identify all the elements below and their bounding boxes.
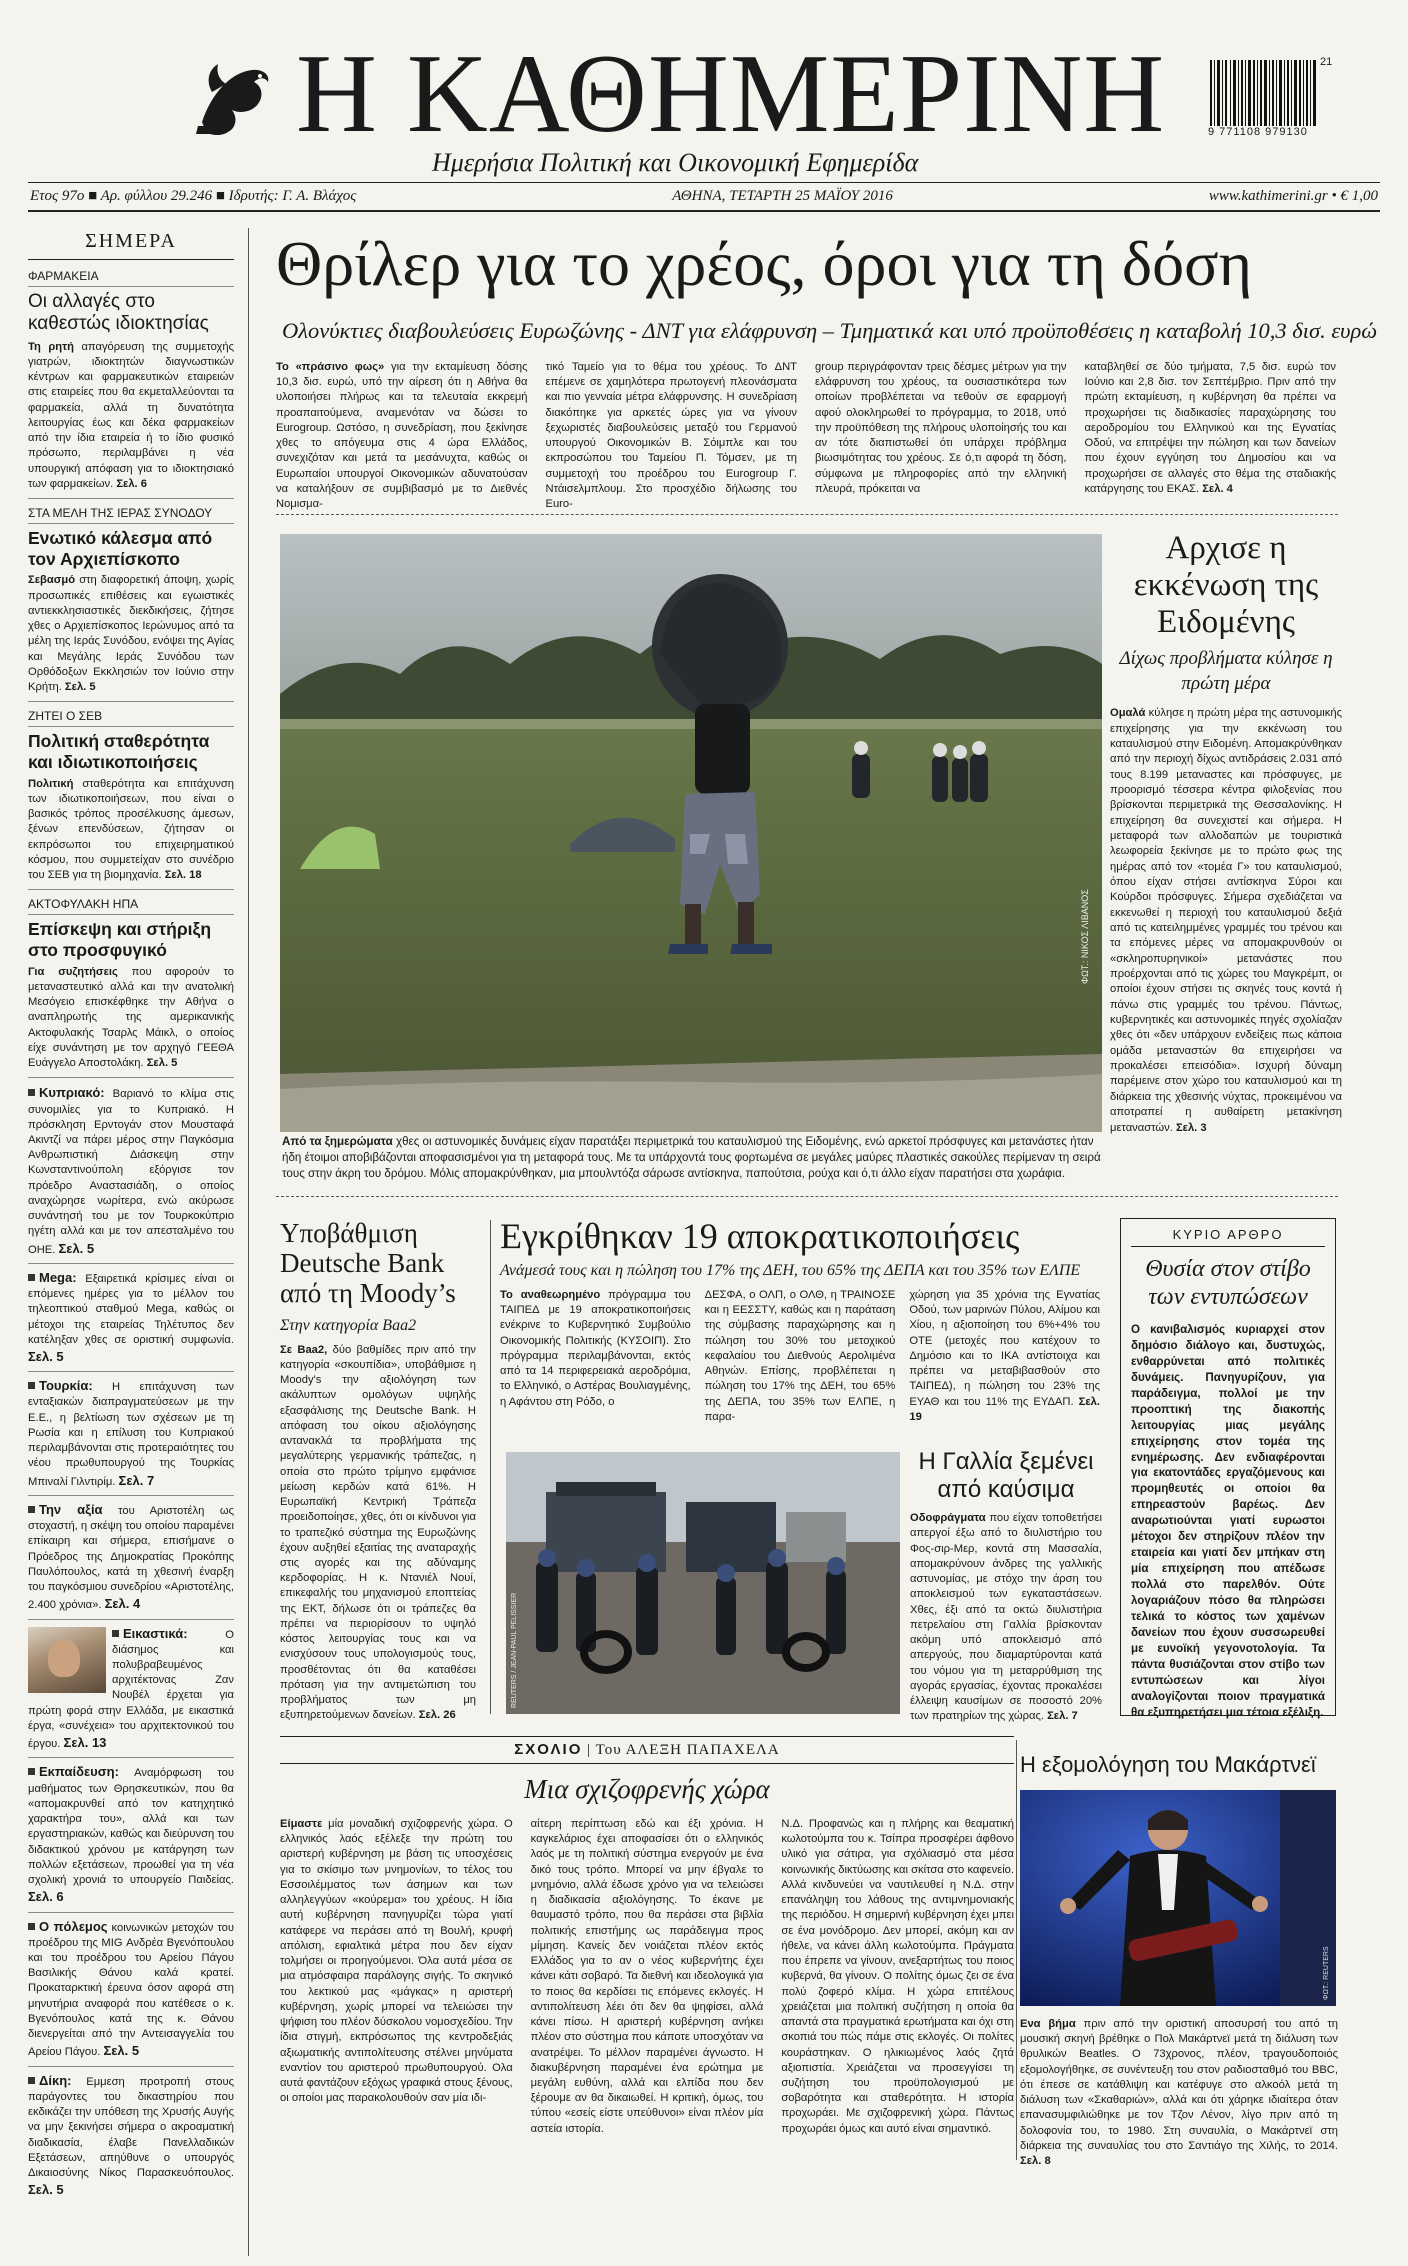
editorial-box[interactable] <box>1120 1218 1336 1720</box>
photo-credit: ΦΩΤ.: ΝΙΚΟΣ ΛΙΒΑΝΟΣ <box>1080 889 1090 984</box>
caption-text: χθες οι αστυνομικές δυνάμεις είχαν παρατάξει περιμετρικά του καταυλισμού της Ειδομένης, ενώ αρκετοί πρόσφυγες και μετανάστες ήταν ήδη έτοιμοι αποβιβάζονται αποφασισμένοι για τη μεταφορά τους. Με τα υπάρχοντά τους φορτωμένα σε μεγάλες μαύρες πλαστικές σακούλες περίμεναν τη σειρά τους στην άκρη του δρόμου. Μόλις απομακρύνθηκαν, μια μπουλντόζα σάρωσε αντίσκηνα, παπούτσια, ρούχα και ό,τι άλλο είχαν παρατήσει στα χωράφια. <box>282 1135 1101 1180</box>
bullet-lead: Τουρκία: <box>39 1378 93 1394</box>
comment-section[interactable] <box>280 1736 1014 2237</box>
bullet-square-icon <box>112 1630 119 1637</box>
brief-text: που αφορούν το μεταναστευτικό αλλά και την ανατολική Μεσόγειο επισκέφθηκε την Αθήνα ο αναπληρωτής της αμερικανικής Ακτοφυλακής Τσαρλς Μάικλ, ο οποίος είχε συνάντηση με τον αρχηγό ΓΕΕΘΑ Ευάγγελο Αποστολάκη. <box>28 965 235 1070</box>
db-deck: Στην κατηγορία Baa2 <box>280 1316 417 1334</box>
bullet-arts[interactable] <box>28 1625 234 1759</box>
issue-info: Ετος 97ο ■ Αρ. φύλλου 29.246 ■ Ιδρυτής: Γ. Α. Βλάχος <box>30 188 357 204</box>
comment-label: ΣΧΟΛΙΟ <box>514 1741 583 1758</box>
brief-lead: Πολιτική <box>28 777 74 790</box>
page-ref: Σελ. 26 <box>418 1709 456 1722</box>
brief-headline: Πολιτική σταθερότητα και ιδιωτικοποιήσεις <box>28 731 210 772</box>
section-divider <box>276 514 1338 515</box>
priv-column <box>909 1288 1100 1474</box>
page-ref: Σελ. 5 <box>103 2043 140 2059</box>
france-headline: Η Γαλλία ξεμένει από καύσιμα <box>918 1448 1094 1503</box>
bullet-lead: Ο πόλεμος <box>39 1918 108 1934</box>
newspaper-subtitle: Ημερήσια Πολιτική και Οικονομική Εφημερίδα <box>432 148 919 177</box>
page-ref: Σελ. 18 <box>164 869 202 882</box>
comment-column <box>781 1817 1014 2237</box>
brief-coastguard[interactable] <box>28 896 234 1078</box>
column-text: καταβληθεί σε δύο τμήματα, 7,5 δισ. ευρώ τον Ιούνιο και 2,8 δισ. τον Σεπτέμβριο. Πριν από την πρώτη εκταμίευση, η κυβέρνηση θα πρέπει να προχωρήσει τις διαδικασίες παραχώρησης του αεροδρομίου του Ελληνικού και της Εγνατίας Οδού, να επιτρέψει την πώληση και των δανείων που έχουν εγγύηση του Δημοσίου και να προχωρήσει σε αλλαγές στο θέμα της σταδιακής κατάργησης του ΕΚΑΣ. <box>1084 361 1336 495</box>
idomeni-story[interactable] <box>1110 530 1342 1136</box>
bullet-lead: Mega: <box>39 1269 77 1285</box>
bullet-square-icon <box>28 1089 35 1096</box>
bullet-text: Αναμόρφωση του μαθήματος των Θρησκευτικών, που θα «απομακρυνθεί από τον κατηχητικό χαρακτήρα του», αλλά και των εργαστηριακών, καθώς και διεύρυνση του διδακτικού χρόνου με κατάργηση των πολλών εξετάσεων, προωθεί για τη νέα σχολική χρονιά το υπουργείο Παιδείας. <box>28 1767 234 1887</box>
bullet-square-icon <box>28 1274 35 1281</box>
page-ref: Σελ. 5 <box>28 1349 64 1365</box>
bullet-lead: Εκπαίδευση: <box>39 1764 119 1780</box>
page-ref: Σελ. 13 <box>63 1735 107 1751</box>
lead-deck: Ολονύκτιες διαβουλεύσεις Ευρωζώνης - ΔΝΤ για ελάφρυνση – Τμηματικά και υπό προϋποθέσεις η καταβολή 10,3 δισ. ευρώ <box>282 318 1378 343</box>
idomeni-body <box>1110 706 1342 1136</box>
page-ref: Σελ. 5 <box>58 1240 95 1256</box>
page-ref: Σελ. 6 <box>116 477 147 490</box>
caption-lead: Από τα ξημερώματα <box>282 1135 393 1148</box>
brief-headline: Ενωτικό κάλεσμα από τον Αρχιεπίσκοπο <box>28 528 213 569</box>
priv-body <box>500 1288 1100 1474</box>
db-headline: Υποβάθμιση Deutsche Bank από τη Moody’s <box>280 1218 456 1309</box>
bullet-lead: Δίκη: <box>39 2072 72 2088</box>
bullet-lead: Την αξία <box>39 1501 103 1517</box>
page-ref: Σελ. 4 <box>104 1596 141 1612</box>
column-divider <box>1016 1740 1017 2160</box>
brief-body <box>28 965 234 1072</box>
issue-number: Αρ. φύλλου 29.246 <box>100 188 213 204</box>
page-ref: Σελ. 5 <box>28 2182 64 2198</box>
privatizations-story[interactable] <box>500 1218 1100 1474</box>
story-text: που είχαν τοποθετήσει απεργοί έξω από το διυλιστήριο του Φος-σιρ-Μερ, κοντά στη Μασσαλία, απομακρύνουν άνδρες της γαλλικής αστυνομίας, με στόχο την άρση του αποκλεισμού των εγκαταστάσεων. Χθες, έξι από τα οκτώ διυλιστήρια πετρελαίου στη Γαλλία βρίσκονταν ακόμη υπό αποκλεισμό από απεργούς, που διαμαρτύρονται κατά του νόμου για τη μεταρρύθμιση της αγοράς εργασίας, έχοντας προκαλέσει έλλειψη καυσίμων σε ποσοστό 20% των πρατηρίων της χώρας. <box>910 1512 1103 1723</box>
priv-column <box>705 1288 896 1474</box>
brief-kicker: ΦΑΡΜΑΚΕΙΑ <box>28 268 234 287</box>
page-ref: Σελ. 5 <box>64 681 96 694</box>
bullet-lead: Κυπριακό: <box>39 1085 105 1101</box>
bullet-education[interactable] <box>28 1763 234 1912</box>
bullet-text: του Αριστοτέλη ως στοχαστή, η σκέψη του οποίου παραμένει επίκαιρη και σήμερα, επισήμανε ο Πρόεδρος της Δημοκρατίας Προκόπης Παυλόπουλος, κατά τη χθεσινή έναρξη του παγκόσμιου συνεδρίου «Αριστοτέλης, 2.400 χρόνια». <box>28 1504 235 1612</box>
deutsche-bank-story[interactable] <box>280 1218 476 1724</box>
lead-column <box>1085 360 1337 500</box>
today-header: ΣΗΜΕΡΑ <box>28 228 234 260</box>
editorial-kicker: ΚΥΡΙΟ ΑΡΘΡΟ <box>1131 1227 1325 1247</box>
brief-headline: Οι αλλαγές στο καθεστώς ιδιοκτησίας <box>28 290 209 335</box>
lead-column <box>276 360 528 511</box>
price-label: € 1,00 <box>1340 188 1378 204</box>
france-body <box>910 1511 1102 1724</box>
priv-column <box>500 1288 691 1474</box>
story-lead: Το αναθεωρημένο <box>500 1289 601 1301</box>
bullet-square-icon <box>28 1768 35 1775</box>
column-text: μία μοναδική σχιζοφρενής χώρα. Ο ελληνικός λαός εξέλεξε την πρώτη του αριστερή κυβέρνηση με βάση τις υποσχέσεις για το σκίσιμο των μνημονίων, το τέλος του Εσσοιλέμματος των άσημων και των αλληλεγγύων «κούρεμα» του χρέους. Η ίδια αυτή κυβέρνηση πανηγυρίζει τώρα γιατί κατάφερε να περάσει από τη Βουλή, κρυφή απόλιση, εφιαλτικά μέτρα που δεν είχαν τολμήσει οι προηγούμενοι. Όλα αυτά μέσα σε μια ατμόσφαιρα παράλογης σιγής. Το σκηνικό του λεκτικού μας «μάγκας» η αριστερή κυβέρνηση, χωρίς μπορεί να τελειώσει την ψήφιση του πλέον δύσκολου νομοσχεδίου. Την ίδια στιγμή, εκπρόσωπος της κεντροδεξιάς αξιωματικής αντιπολίτευσης στέλνει μηνύματα εναντίον του αριστερού πρωθυπουργού. Ολα αυτά φαντάζουν εξόχως γραφικά στους ξένους, οι οποίοι μας παρακολουθούν σαν μία ιδι- <box>280 1818 513 2105</box>
lead-intro: Το «πράσινο φως» <box>276 361 385 373</box>
idomeni-deck: Δίχως προβλήματα κύλησε η πρώτη μέρα <box>1119 647 1333 694</box>
page-ref: Σελ. 3 <box>1175 1121 1207 1134</box>
comment-author: Του ΑΛΕΞΗ ΠΑΠΑΧΕΛΑ <box>595 1742 780 1758</box>
bullet-war[interactable] <box>28 1918 234 2067</box>
column-text: αίτερη περίπτωση εδώ και έξι χρόνια. Η καγκελάριος έχει αποφασίσει ότι ο ελληνικός λαός με τη πολιτική σύστημα ενεργούν με ένα δικό τους τρόπο. Μπορεί να μην έβγαλε το μνημόνιο, αλλά έδωσε χρόνο για να τελειώσει η διαδικασία αξιολόγησης. Το έκανε με θαυμαστό τρόπο, που θα περάσει στα βιβλία πολιτικής επιστήμης ως παράδειγμα προς μίμηση. Κανείς δεν νοιάζεται πλέον εκτός Ελλάδος για το αν ο νέος κυβερνήτης έχει κάνει κάτι σοβαρό. Τα διεθνή και ιδεολογικά για το ποιος θα κερδίσει τις επόμενες εκλογές. Η αντιπολίτευση λέει ότι δεν θα ψηφίσει, αλλά κάνει πίσω. Η αριστερή κυβέρνηση ανήκει πλέον στο σύστημα που κάποτε υποσχόταν να ανατρέψει. Το μέλλον παραμένει άγνωστο. Η διακυβέρνηση παραμένει ένα ερώτημα με μεγάλη ευθύνη, αλλά και ελπίδα που δεν ξέρουμε αν θα δικαιωθεί. Η κριτική, όμως, του τύπου «εσείς είστε υπεύθυνοι» είναι πλέον μία αστεία ιστορία. <box>530 1818 764 2135</box>
section-divider <box>276 1196 1338 1197</box>
column-text: ΔΕΣΦΑ, ο ΟΛΠ, ο ΟΛΘ, η ΤΡΑΙΝΟΣΕ και η ΕΕΣΣΤΥ, καθώς και η παράταση της σύμβασης παραχώρησης και η πώληση του 30% του μετοχικού κεφαλαίου του Διεθνούς Αερολιμένα Αθηνών. Επίσης, προβλέπεται η πώληση του 17% της ΔΕΗ, του 65% της ΔΕΠΑ, του 35% των ΕΛΠΕ, η παρα- <box>704 1289 896 1423</box>
nouvel-thumbnail <box>28 1627 106 1693</box>
brief-text: στη διαφορετική άποψη, χωρίς προσωπικές επιθέσεις και εγωιστικές αντιεκκλησιαστικές διεκδικήσεις, ζήτησε χθες ο Αρχιεπίσκοπος Ιερώνυμος από τα μέλη της Ιεράς Συνόδου, ενόψει της Αγίας και Μεγάλης Ιεράς Συνόδου των Ορθόδοξων Εκκλησιών τον Ιούνιο στην Κρήτη. <box>28 574 234 694</box>
griffin-logo-icon <box>192 52 274 138</box>
brief-sev[interactable] <box>28 708 234 890</box>
lead-column <box>815 360 1067 500</box>
masthead <box>0 0 1408 210</box>
year-label: Ετος 97ο <box>30 188 85 204</box>
brief-kicker: ΣΤΑ ΜΕΛΗ ΤΗΣ ΙΕΡΑΣ ΣΥΝΟΔΟΥ <box>28 505 234 524</box>
editorial-body: Ο κανιβαλισμός κυριαρχεί στον δημόσιο διάλογο και, δυστυχώς, ενθαρρύνεται από πολιτικές δυνάμεις. Πανηγυρίζουν, για παράδειγμα, πολλοί με την προοπτική της διακοπής λειτουργίας μιας μεγάλης επιχείρησης στον τομέα της ενημέρωσης. Δεν ενδιαφέρονται για εκατοντάδες εργαζόμενους και προμηθευτές οι οποίοι θα επηρεαστούν βαρέως. Δεν αναρωτιούνται γιατί ευρωστοι μέτοχοι δεν στηρίζουν πλέον την εταιρεία και γιατί δεν μπήκαν στη μία επιχείρηση που απέδωσε πολλά στο παρελθόν. Ούτε λογαριάζουν πόσο θα πληρώσει τελικά το κόστος των χαμένων δανείων που έχουν συσσωρευθεί με ευνοϊκή γεγονοτολογία. Τα πάντα θυσιάζονται στον στίβο των εντυπώσεων και λίγοι αναλογίζονται ποιον πραγματικά θα εξυπηρετήσει μια τέτοια εξέλιξη. <box>1131 1322 1325 1720</box>
website-link[interactable]: www.kathimerini.gr <box>1208 188 1328 204</box>
bullet-aristotle[interactable] <box>28 1501 234 1620</box>
mccartney-photo[interactable] <box>1020 1790 1336 2006</box>
brief-headline: Επίσκεψη και στήριξη στο προσφυγικό <box>28 919 212 960</box>
bullet-text: Η επιτάχυνση των ενταξιακών διαπραγματεύσεων με την Ε.Ε., η βελτίωση των σχέσεων με τη Ρωσία και η επίλυση του Κυπριακού περιλαμβάνονται στις προτεραιότητες του νέου πρωθυπουργού της Τουρκίας Μπιναλί Γιλντιρίμ. <box>28 1381 234 1488</box>
page-ref: Σελ. 4 <box>1202 482 1233 495</box>
column-text: πρόγραμμα του ΤΑΙΠΕΔ με 19 αποκρατικοποιήσεις ενέκρινε το Κυβερνητικό Συμβούλιο Οικονομικής Πολιτικής (ΚΥΣΟΙΠ). Στο πρόγραμμα περιλαμβάνονται, εκτός από τα 14 περιφερειακά αεροδρόμια, το Ελληνικό, ο Αστέρας Βουλιαγμένης, η Αφάντου στη Ρόδο, ο <box>500 1289 691 1408</box>
mccartney-story[interactable] <box>1020 1752 1338 2169</box>
bullet-cyprus[interactable] <box>28 1084 234 1264</box>
photo-credit: REUTERS / JEAN-PAUL PELISSIER <box>511 1592 518 1708</box>
barcode-number: 9 771108 979130 <box>1208 126 1308 138</box>
story-lead: Οδοφράγματα <box>910 1512 986 1525</box>
brief-lead: Για συζητήσεις <box>28 965 118 978</box>
column-text: χώρηση για 35 χρόνια της Εγνατίας Οδού, των μαρινών Πύλου, Αλίμου και Χίου, η αξιοποίηση του 6%+4% του ΟΤΕ (μετοχές που κατέχουν το Δημόσιο και το ΙΚΑ αντίστοιχα και πρέπει να μεταβιβασθούν στο ΤΑΙΠΕΔ), η πώληση του 23% της ΕΥΑΘ και του 11% της ΕΥΔΑΠ. <box>909 1289 1101 1408</box>
founder-label: Ιδρυτής: Γ. Α. Βλάχος <box>228 188 357 204</box>
page-ref: Σελ. 8 <box>1020 2155 1051 2168</box>
idomeni-photo[interactable] <box>280 534 1102 1132</box>
comment-body <box>280 1817 1014 2237</box>
france-story[interactable] <box>910 1448 1102 1724</box>
brief-synod[interactable] <box>28 505 234 702</box>
photo-credit: ΦΩΤ.: REUTERS <box>1323 1946 1330 2000</box>
page-ref: Σελ. 7 <box>1047 1710 1078 1723</box>
brief-body <box>28 573 234 695</box>
editorial-headline: Θυσία στον στίβο των εντυπώσεων <box>1145 1256 1311 1311</box>
lead-column <box>545 360 798 511</box>
story-text: δύο βαθμίδες πριν από την κατηγορία «σκουπίδια», υποβάθμισε η Moody's την αξιολόγηση των ακάλυπτων ομολόγων υψηλής εξασφάλισης της Deutsche Bank. Η απόφαση του οίκου αξιολόγησης αντανακλά τα προβλήματα της μεγαλύτερης γερμανικής τράπεζας, η οποία στο πρώτο τρίμηνο εμφάνισε μείωση κερδών κατά 61%. Η Ευρωπαϊκή Κεντρική Τράπεζα προειδοποίησε, χθες, ότι οι κίνδυνοι για το τραπεζικό σύστημα της Ευρωζώνης έχουν αυξηθεί εξαιτίας της αναταραχής στις αγορές και της αδύναμης κερδοφορίας. Η κ. Ντανιέλ Νουί, επικεφαλής του μηχανισμού εποπτείας της ΕΚΤ, δήλωσε ότι οι τράπεζες θα πρέπει να περιορίσουν το υψηλό κόστος λειτουργίας τους και να ενισχύσουν τους υπολογισμούς τους, προσθέτοντας ότι θα καταθέσει πρόταση για την αντιμετώπιση του προβλήματος των μη εξυπηρετούμενων δανείων. <box>280 1343 477 1722</box>
bullet-square-icon <box>28 1506 35 1513</box>
brief-text: σταθερότητα και επιτάχυνση των ιδιωτικοποιήσεων, που είναι ο βασικός τρόπος προσέλκυσης άμεσων, ξένων επενδύσεων, ζήτησαν οι εκπρόσωποι του επιχειρηματικού κόσμου, που συμμετείχαν στο συνέδριο του ΣΕΒ για τη βιομηχανία. <box>28 777 234 882</box>
column-divider <box>248 228 249 2256</box>
priv-headline: Εγκρίθηκαν 19 αποκρατικοποιήσεις <box>500 1216 1020 1256</box>
bullet-square-icon <box>28 1923 35 1930</box>
mccartney-headline: Η εξομολόγηση του Μακάρτνεϊ <box>1020 1752 1316 1777</box>
story-lead: Ενα βήμα <box>1020 2018 1076 2030</box>
bullet-text: κοινωνικών μετοχών του προέδρου της MIG Ανδρέα Βγενόπουλου και του προέδρου του Αρείου Πάγου Βασιλικής Θάνου καλά κρατεί. Προκαταρκτική έρευνα όσον αφορά στη μηνυτήρια αναφορά που κατέθεσε ο κ. Βγενόπουλος κατά της κ. Θάνου διενεργείται από την Αντεισαγγελία του Αρείου Πάγου. <box>28 1921 234 2059</box>
bullet-square-icon <box>28 1382 35 1389</box>
bullet-text: Εμμεση προτροπή στους παράγοντες του δικαστηρίου που εκδικάζει την υπόθεση της Χρυσής Αυγής να μην ξεκινήσει σήμερα ο ακροαματική διαδικασία, έλαβε Πανελλαδικών Εξετάσεων, απηύθυνε ο υπουργός Δικαιοσύνης Νίκος Παρασκευόπουλος. <box>28 2075 235 2180</box>
story-lead: Ομαλά <box>1110 707 1146 720</box>
story-lead: Σε Baa2, <box>280 1343 328 1356</box>
page-ref: Σελ. 5 <box>146 1057 178 1070</box>
column-text: Ν.Δ. Προφανώς και η πλήρης και θεαματική κωλοτούμπα του κ. Τσίπρα προσφέρει άφθονο υλικό για σάτιρα, για σχόλιασμό στα μέσα κοινωνικής δικτύωσης και σκίτσα στο καφενείο. Αλλά κινδυνεύει να ναυτιλευθεί η Ν.Δ. στην επανάληψη του λάθους της αντιμνημονιακής της περιόδου. Η σημερινή κυβέρνηση έχει μπει σε ένα μονόδρομο. Δεν μπορεί, ακόμη και αν ήθελε, να κάνει άλλη κωλοτούμπα. Πράγματα που έπρεπε να γίνουν, ανεξαρτήτως του ποιος κυβερνά, θα γίνουν. Ο πολίτης όμως ζει σε ένα πολύ ζοφερό κλίμα. Η χώρα επιτέλους χρειάζεται μια πολιτική συζήτηση η οποία θα απαντά στα πραγματικά ερωτήματα και όχι στη σκοπιά του πώς πάμε στις εκλογές. Οι πολίτες κουράστηκαν. Ο ηλικιωμένος λαός ζητά αξιοπιστία. Χρειάζεται να προσεγγίσει τη συζήτηση του προϋπολογισμού με σοβαρότητα και σταθερότητα. Η ιστορία προχωράει. Με σχιζοφρενική χώρα. Πάντως προχωράει όμως και αυτό είναι σημαντικό. <box>781 1818 1015 2135</box>
mccartney-body <box>1020 2017 1338 2169</box>
today-sidebar <box>28 228 234 2258</box>
bullet-turkey[interactable] <box>28 1377 234 1496</box>
bullet-trial[interactable] <box>28 2072 234 2205</box>
bullet-lead: Εικαστικά: <box>123 1625 188 1641</box>
newspaper-title: Η ΚΑΘΗΜΕΡΙΝΗ <box>296 32 1166 156</box>
story-lead: Είμαστε <box>280 1818 323 1830</box>
brief-pharmacies[interactable] <box>28 268 234 499</box>
photo-caption <box>282 1134 1102 1181</box>
brief-body <box>28 340 234 492</box>
bullet-mega[interactable] <box>28 1269 234 1372</box>
comment-column <box>280 1817 513 2237</box>
idomeni-headline: Αρχισε η εκκένωση της Ειδομένης <box>1133 530 1319 640</box>
lead-headline[interactable]: Θρίλερ για το χρέος, όροι για τη δόση <box>276 228 1253 299</box>
priv-deck: Ανάμεσά τους και η πώληση του 17% της ΔΕΗ, του 65% της ΔΕΠΑ και του 35% των ΕΛΠΕ <box>500 1262 1081 1279</box>
story-text: πριν από την οριστική αποσυρσή του από τη μουσική σκηνή βρέθηκε ο Πολ Μακάρτνεϊ μετά τη διάλυση των θρυλικών Beatles. Ο 73χρονος, πλέον, τραγουδοποιός εξομολογήθηκε, σε συνέντευξη του στον ραδιοσταθμό του BBC, ότι έπεσε σε κατάθλιψη και κατέφυγε στο αλκοόλ μετά τη διάλυση των «Σκαθαριών», αλλά και ότι χάρηκε ιδιαίτερα όταν επανασυμφιλιώθηκε με τον Τζον Λένον, λίγο πριν από τη δολοφονία του, το 1980. Στη συναυλία, ο Μακάρτνεϊ στη διάρκεια της συναυλίας του στο Σαντιάγο της Χιλής, το 2014. <box>1020 2018 1338 2152</box>
brief-text: απαγόρευση της συμμετοχής γιατρών, ιδιοκτητών διαγνωστικών κέντρων και φαρμακευτικών εταιρειών στις εταιρείες που θα εκμεταλλεύονται τα φαρμακεία, αλλά τη δυνατότητα λειτουργίας έως και δέκα φαρμακείων από την ίδια εταιρεία ή το ίδιο φυσικό πρόσωπο, περιλαμβάνει η νέα υπουργική απόφαση για το ιδιοκτησιακό των φαρμακείων. <box>28 340 234 490</box>
page-ref: Σελ. 6 <box>28 1889 64 1905</box>
column-text: τικό Ταμείο για το θέμα του χρέους. Το ΔΝΤ επέμενε σε χαμηλότερα πρωτογενή πλεονάσματα και πιο γενναία μέτρα ελάφρυνσης. Η συνεδρίαση διακόπηκε για αρκετές ώρες για να γίνουν ξεχωριστές διαβουλεύσεις μεταξύ του Γερμανού υπουργού Οικονομικών Β. Σόιμπλε και του εκπροσώπου του Ταμείου Π. Τόμσεν, με τη συμμετοχή του προέδρου του Eurogroup Γ. Ντάισελμπλουμ. Στο προσχέδιο δήλωσης του Euro- <box>545 361 797 511</box>
brief-lead: Τη ρητή <box>28 340 74 353</box>
comment-headline: Μια σχιζοφρενής χώρα <box>524 1774 770 1804</box>
comment-kicker: ΣΧΟΛΙΟ | Του ΑΛΕΞΗ ΠΑΠΑΧΕΛΑ <box>280 1736 1014 1764</box>
story-text: κύλησε η πρώτη μέρα της αστυνομικής επιχείρησης για την εκκένωση του καταυλισμού στην Ειδομένη. Απομακρύνθηκαν από την περιοχή δίχως αντιδράσεις 2.031 από τους 8.199 μεταναστες και πρόσφυγες, με προορισμό τέσσερα κέντρα φιλοξενίας που βρίσκονται περιμετρικά της Θεσσαλονίκης. Η επιχείρηση θα συνεχιστεί και σήμερα. Η μεταφορά των αλλοδαπών με τουριστικά λεωφορεία ξεκίνησε με το πρώτο φως της ημέρας από τον «τομέα Γ» του καταυλισμού, όπου είχαν στήσει αντίσκηνα Σύροι και Κούρδοι πρόσφυγες. Σήμερα σχεδιάζεται να εκκενωθεί η περιοχή του καταυλισμού δεξιά από τις κατειλημμένες γραμμές του τρένου και τα επόμενες μέρες να απομακρυνθούν οι «σκληροπυρηνικοί» μετανάστες που προέρχονται από τις χώρες του Μαγκρέμπ, οι οποίοι έχουν στήσει τις σκηνές τους κοντά ή πάνω στις γραμμές του τρένου. Πάντως, κυβερνητικές και αστυνομικές πηγές σχολίαζαν χθες ότι «δεν υπάρχουν ενδείξεις πως κάποια ομάδα μεταναστών θα επιχειρήσει να προκαλέσει επεισόδια». Ισχυρή δύναμη παρέμεινε στον χώρο του καταυλισμού και τη διάρκεια της χθεσινής νύχτας, προκειμένου να αποτραπεί η αυθαίρετη μετακίνηση μεταναστών. <box>1110 707 1342 1134</box>
page-ref: Σελ. 19 <box>909 1395 1101 1423</box>
comment-column <box>531 1817 764 2237</box>
barcode-issue-code: 21 <box>1320 56 1333 68</box>
brief-body <box>28 777 234 884</box>
column-text: group περιγράφονταν τρεις δέσμες μέτρων για την ελάφρυνση του χρέους, τα ουσιαστικότερα των οποίων προβλέπεται να τεθούν σε εφαρμογή αφού ολοκληρωθεί το πρόγραμμα, το 2018, υπό την προϋπόθεση της πλήρους υλοποίησής του και αν τότε διαπιστωθεί ότι υπάρχει πρόβλημα βιωσιμότητας του χρέους. Σε ό,τι αφορά τη δόση, σύμφωνα με πληροφορίες από την ελληνική πλευρά, πρόκειται να <box>815 361 1067 495</box>
bullet-text: Βαριανό το κλίμα στις συνομιλίες για το Κυπριακό. Η πρόσκληση Ερντογάν στον Μουσταφά Ακιντζί να πάρει μέρος στην Παγκόσμια Ανθρωπιστική Διάσκεψη στην Κωνσταντινούπολη εξόργισε τον πρόεδρο Αναστασιάδη, ο οποίος αναχώρησε νωρίτερα, ενώ ακύρωσε συνάντησή του με τον Τουρκοκύπριο ηγέτη αλλά και με τον απεσταλμένο του ΟΗΕ. <box>28 1088 234 1256</box>
column-divider <box>490 1220 491 1714</box>
brief-lead: Σεβασμό <box>28 574 76 587</box>
france-refinery-photo[interactable] <box>506 1452 900 1714</box>
lead-story-body <box>276 360 1336 511</box>
bullet-text: Εξαιρετικά κρίσιμες είναι οι επόμενες ημέρες για το μέλλον του τηλεοπτικού σταθμού Mega, καθώς οι μέτοχοι της εταιρείας Τηλέτυπος δεν κατέληξαν χθες σε οριστική συμφωνία. <box>28 1272 234 1346</box>
site-price: www.kathimerini.gr • € 1,00 <box>1208 188 1378 204</box>
bullet-square-icon <box>28 2077 35 2084</box>
dateline: ΑΘΗΝΑ, ΤΕΤΑΡΤΗ 25 ΜΑΪΟΥ 2016 <box>672 188 893 204</box>
brief-kicker: ΑΚΤΟΦΥΛΑΚΗ ΗΠΑ <box>28 896 234 915</box>
db-body <box>280 1343 476 1724</box>
brief-kicker: ΖΗΤΕΙ Ο ΣΕΒ <box>28 708 234 727</box>
bullet-text: Ο διάσημος και πολυβραβευμένος αρχιτέκτονας Ζαν Νουβέλ έρχεται για πρώτη φορά στην Ελλάδα, με εικαστικά έργα, «συνέχεια» του αρχιτεκτονικού του έργου. <box>28 1628 234 1751</box>
column-text: για την εκταμίευση δόσης 10,3 δισ. ευρώ, υπό την αίρεση ότι η Αθήνα θα υλοποιήσει πλήρως και τα τελευταία εκκρεμή προαπαιτούμενα, αναμενόταν να δώσει το Eurogroup. Ωστόσο, η συνεδρίαση, που ξεκίνησε χθες το απόγευμα στις 4 ώρα Ελλάδος, συνεχιζόταν και μετά τα μεσάνυχτα, καθώς οι Ευρωπαίοι υπουργοί Οικονομικών αδυνατούσαν να καταλήξουν σε συμβιβασμό με το Διεθνές Νομισμα- <box>276 361 528 511</box>
dateline-bar <box>28 182 1380 212</box>
page-ref: Σελ. 7 <box>118 1472 155 1488</box>
